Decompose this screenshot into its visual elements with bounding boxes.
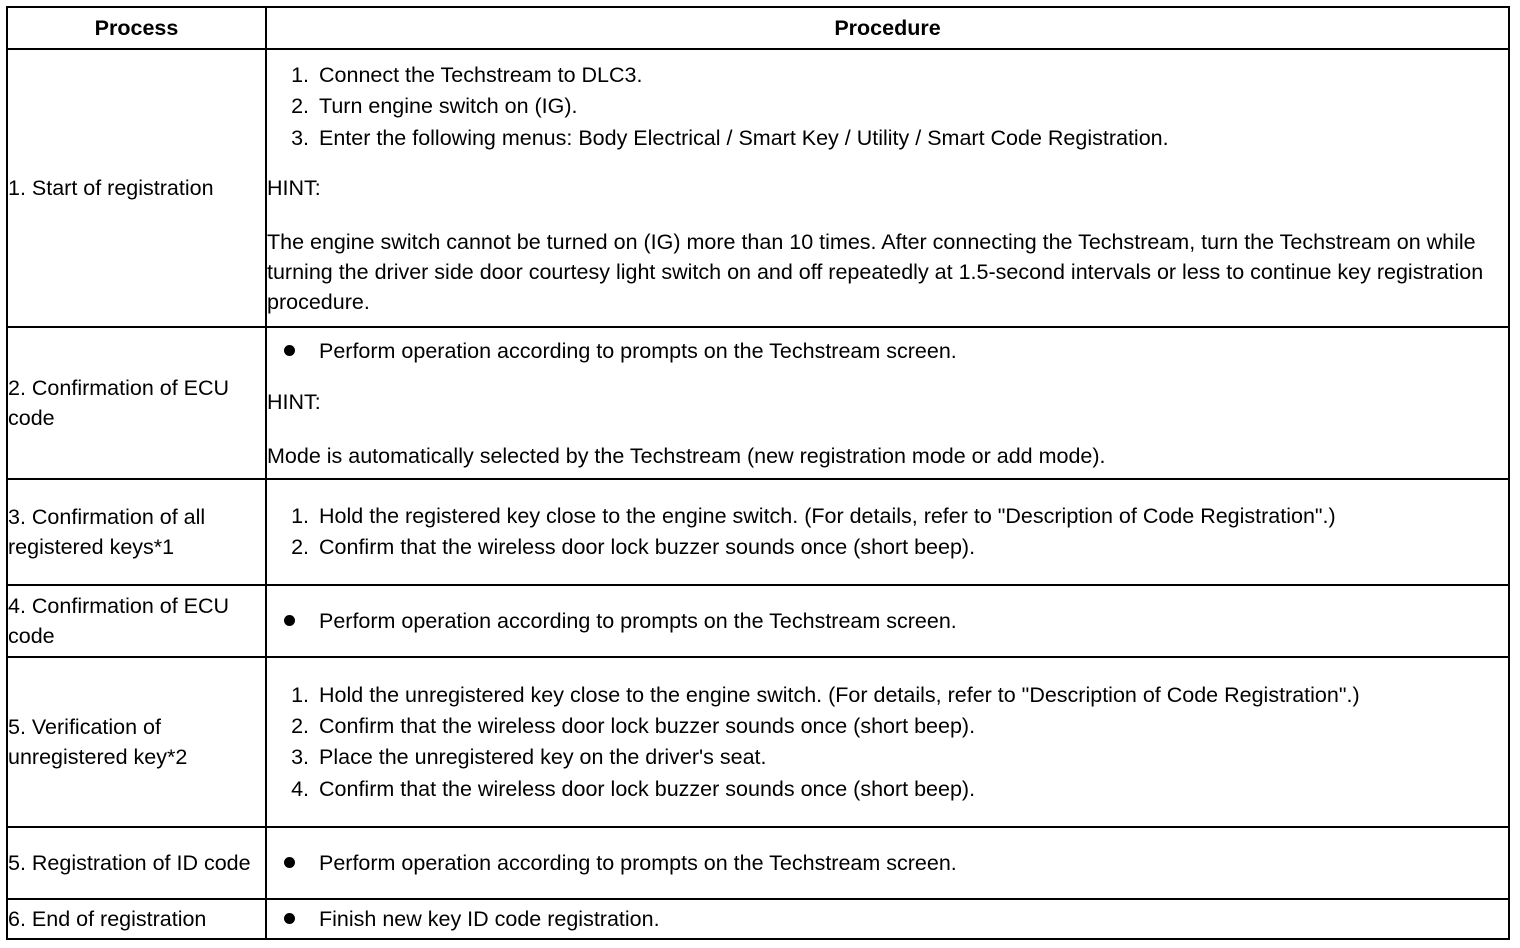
- hint-label: HINT:: [267, 389, 321, 414]
- table-row: [7, 585, 1509, 657]
- step-list: [267, 60, 1508, 154]
- procedure-cell: [266, 899, 1509, 939]
- table-row: [7, 899, 1509, 939]
- table-row: [7, 49, 1509, 327]
- process-cell: 1. Start of registration: [7, 49, 266, 327]
- step-list: [267, 501, 1508, 563]
- process-cell: 4. Confirmation of ECU code: [7, 585, 266, 657]
- step-number: 1.: [291, 682, 309, 707]
- step-number: 2.: [291, 535, 309, 560]
- procedure-cell: [266, 479, 1509, 585]
- hint-text: Mode is automatically selected by the Techstream (new registration mode or add mode).: [267, 443, 1106, 468]
- hint-text: The engine switch cannot be turned on (IG) more than 10 times. After connecting the Techstream, turn the Techstream on while turning the driver side door courtesy light switch on and off repeatedly at 1.5-second intervals or less to continue key registration procedure.: [267, 230, 1484, 315]
- process-cell: 3. Confirmation of all registered keys*1: [7, 479, 266, 585]
- list-item: 4. Confirm that the wireless door lock buzzer sounds once (short beep).: [267, 774, 1508, 805]
- process-cell: 5. Registration of ID code: [7, 827, 266, 899]
- bullet-icon: [284, 913, 295, 924]
- list-item: 2. Confirm that the wireless door lock buzzer sounds once (short beep).: [267, 532, 1508, 563]
- bullet-icon: [284, 615, 295, 626]
- list-item: Perform operation according to prompts on the Techstream screen.: [267, 336, 1508, 367]
- step-number: 2.: [291, 94, 309, 119]
- process-cell: 5. Verification of unregistered key*2: [7, 657, 266, 827]
- list-item: Perform operation according to prompts on the Techstream screen.: [267, 606, 1508, 637]
- list-item: 2. Confirm that the wireless door lock buzzer sounds once (short beep).: [267, 711, 1508, 742]
- table-row: [7, 827, 1509, 899]
- list-item: 1. Hold the registered key close to the engine switch. (For details, refer to "Description of Code Registration".): [267, 501, 1508, 531]
- step-number: 4.: [291, 776, 309, 801]
- header-process: Process: [7, 7, 266, 49]
- list-item: 1. Hold the unregistered key close to the engine switch. (For details, refer to "Description of Code Registration".): [267, 680, 1508, 710]
- step-number: 1.: [291, 62, 309, 87]
- list-item: 3. Enter the following menus: Body Electrical / Smart Key / Utility / Smart Code Registration.: [267, 123, 1508, 154]
- table-row: [7, 327, 1509, 479]
- list-item: Finish new key ID code registration.: [267, 904, 1508, 935]
- procedure-cell: [266, 827, 1509, 899]
- table-header-row: [7, 7, 1509, 49]
- process-cell: 6. End of registration: [7, 899, 266, 939]
- step-number: 3.: [291, 745, 309, 770]
- list-item: 1. Connect the Techstream to DLC3.: [267, 60, 1508, 91]
- procedure-cell: [266, 657, 1509, 827]
- procedure-cell: [266, 327, 1509, 479]
- step-number: 1.: [291, 504, 309, 529]
- procedure-cell: [266, 585, 1509, 657]
- list-item: 2. Turn engine switch on (IG).: [267, 91, 1508, 122]
- step-number: 2.: [291, 713, 309, 738]
- procedure-cell: [266, 49, 1509, 327]
- table-row: [7, 657, 1509, 827]
- bullet-icon: [284, 345, 295, 356]
- table-row: [7, 479, 1509, 585]
- bullet-icon: [284, 857, 295, 868]
- step-number: 3.: [291, 125, 309, 150]
- step-list: [267, 680, 1508, 805]
- list-item: 3. Place the unregistered key on the driver's seat.: [267, 742, 1508, 773]
- list-item: Perform operation according to prompts on the Techstream screen.: [267, 848, 1508, 879]
- hint-label: HINT:: [267, 176, 321, 201]
- process-cell: 2. Confirmation of ECU code: [7, 327, 266, 479]
- procedure-table: [6, 6, 1510, 940]
- header-procedure: Procedure: [266, 7, 1509, 49]
